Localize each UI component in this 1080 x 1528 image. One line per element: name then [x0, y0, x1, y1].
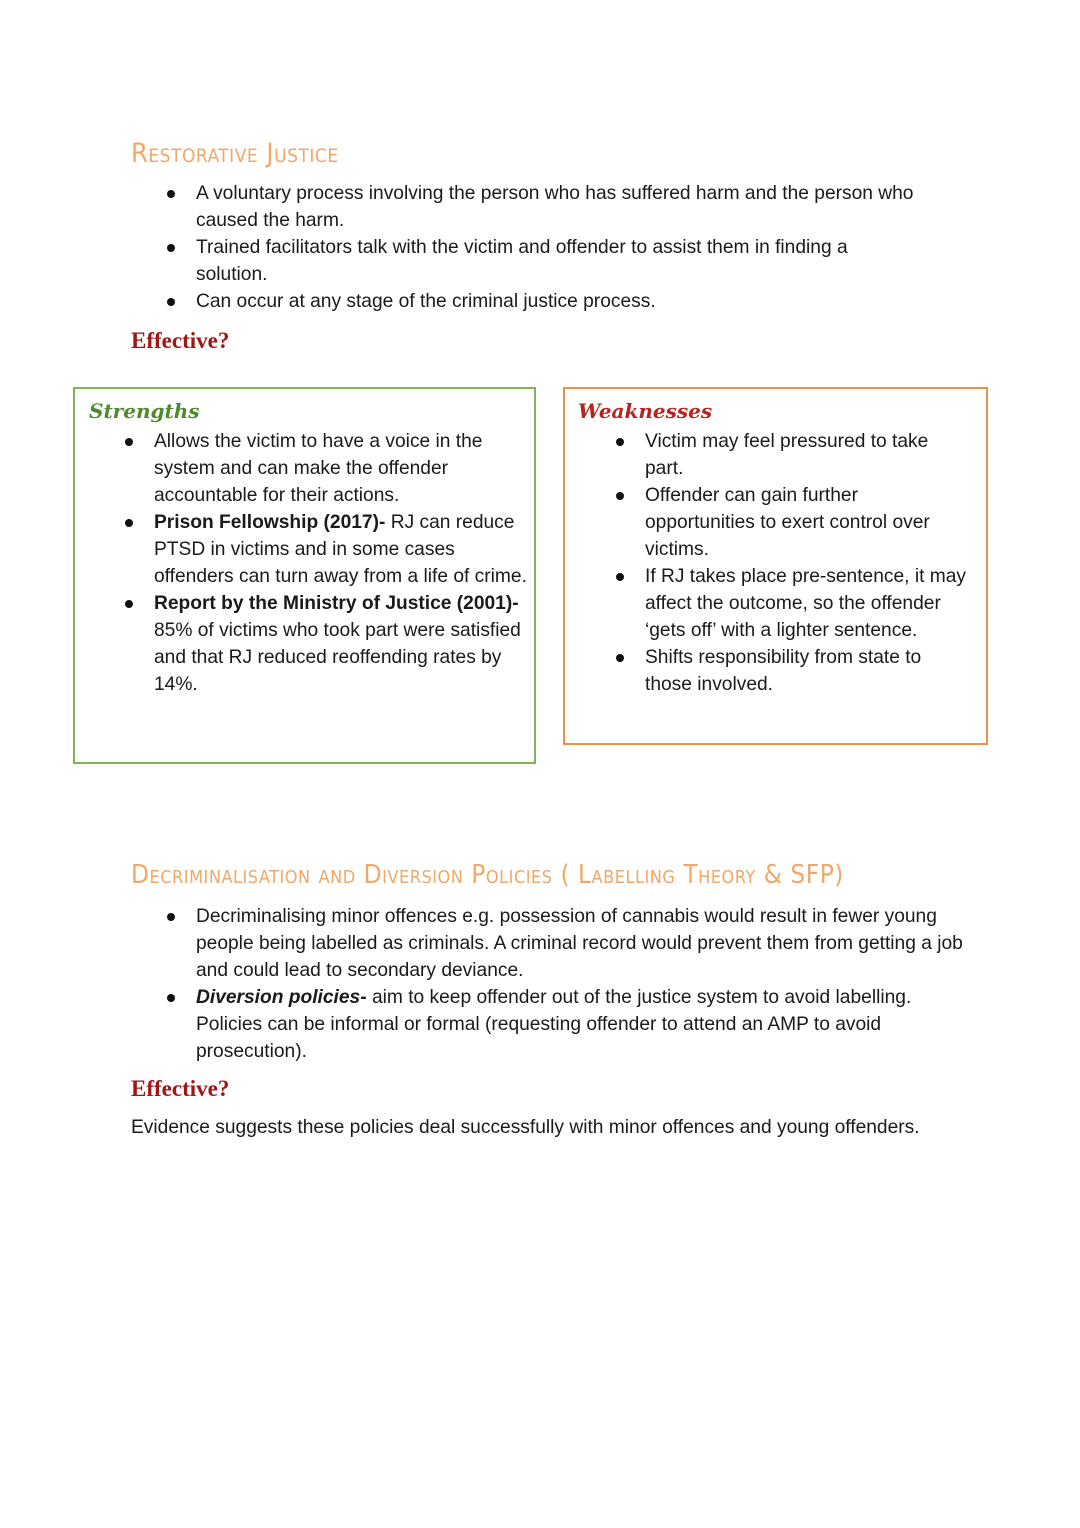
decriminalisation-heading: Decriminalisation and Diversion Policies ( Labelling Theory & SFP) [131, 860, 844, 890]
effective-conclusion: Evidence suggests these policies deal successfully with minor offences and young offenders. [131, 1117, 920, 1138]
strength-source: Report by the Ministry of Justice (2001)- [154, 593, 519, 614]
strength-source: Prison Fellowship (2017)- [154, 512, 386, 533]
list-item [89, 428, 529, 509]
diversion-policies-text: aim to keep offender out of the justice system to avoid labelling. Policies can be informal or formal (requesting offender to attend an AMP to avoid prosecution). [196, 987, 912, 1062]
weaknesses-list [580, 428, 980, 698]
strengths-title: Strengths [89, 399, 200, 423]
list-item: If RJ takes place pre-sentence, it may affect the outcome, so the offender ‘gets off’ with a lighter sentence. [580, 563, 980, 644]
list-item: Offender can gain further opportunities to exert control over victims. [580, 482, 980, 563]
list-item: Can occur at any stage of the criminal justice process. [131, 288, 971, 315]
list-item: Decriminalising minor offences e.g. possession of cannabis would result in fewer young people being labelled as criminals. A criminal record would prevent them from getting a job and could lead to secondary deviance. [131, 903, 971, 984]
restorative-bullet-list [131, 180, 971, 315]
strength-text: Allows the victim to have a voice in the system and can make the offender accountable for their actions. [154, 431, 483, 506]
weaknesses-box [563, 387, 988, 745]
weaknesses-title: Weaknesses [578, 399, 713, 423]
restorative-justice-heading: Restorative Justice [131, 138, 339, 169]
decrim-bullet-list [131, 903, 971, 1065]
strengths-box [73, 387, 536, 764]
list-item: A voluntary process involving the person who has suffered harm and the person who caused the harm. [131, 180, 971, 234]
strengths-list [89, 428, 529, 698]
list-item: Victim may feel pressured to take part. [580, 428, 980, 482]
strength-text: RJ can reduce PTSD in victims and in some cases offenders can turn away from a life of crime. [154, 512, 527, 587]
list-item [131, 984, 971, 1065]
list-item: Shifts responsibility from state to those involved. [580, 644, 980, 698]
diversion-policies-term: Diversion policies- [196, 987, 367, 1008]
list-item: Trained facilitators talk with the victim and offender to assist them in finding a solution. [131, 234, 971, 288]
strength-text: 85% of victims who took part were satisfied and that RJ reduced reoffending rates by 14%. [154, 620, 521, 695]
list-item [89, 509, 529, 590]
effective-heading-1: Effective? [131, 328, 230, 353]
effective-heading-2: Effective? [131, 1076, 230, 1101]
list-item [89, 590, 529, 698]
